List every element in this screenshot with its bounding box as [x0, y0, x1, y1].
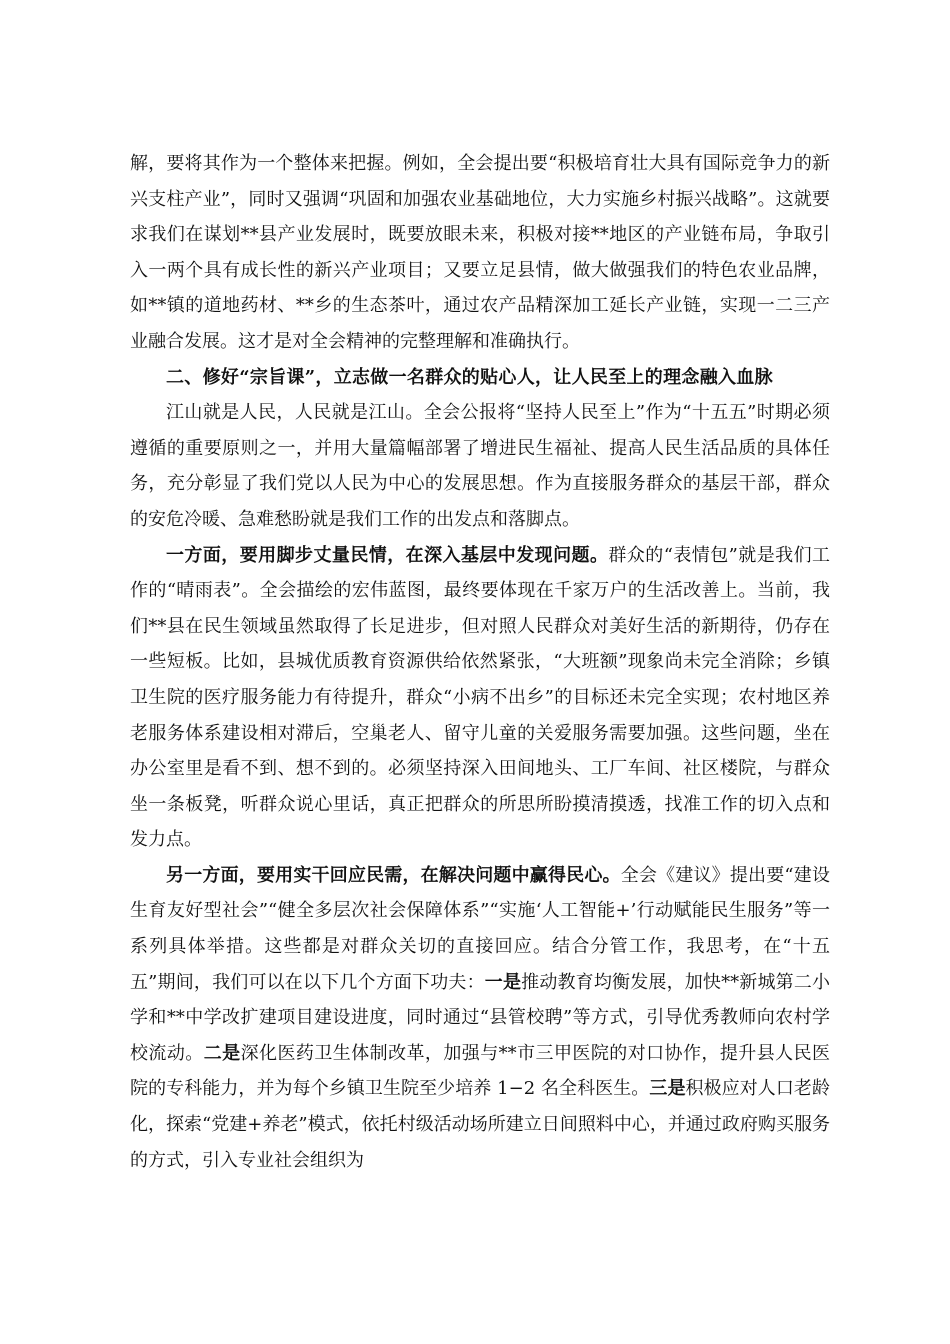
paragraph-body: 深化医药卫生体制改革，加强与**市三甲医院的对口协作，提升县人民医院的专科能力，并为每个乡镇卫生院至少培养 1−2 名全科医生。 [130, 1042, 831, 1100]
enumeration-mark: 二是 [203, 1042, 241, 1064]
paragraph-continuation: 解，要将其作为一个整体来把握。例如，全会提出要“积极培育壮大具有国际竞争力的新兴支柱产业”，同时又强调“巩固和加强农业基础地位，大力实施乡村振兴战略”。这就要求我们在谋划**县产业发展时，既要放眼未来，积极对接**地区的产业链布局，争取引入一两个具有成长性的新兴产业项目；又要立足县情，做大做强我们的特色农业品牌，如**镇的道地药材、**乡的生态茶叶，通过农产品精深加工延长产业链，实现一二三产业融合发展。这才是对全会精神的完整理解和准确执行。 [130, 153, 830, 352]
document-page [130, 146, 830, 1178]
paragraph-on-one-hand [130, 538, 830, 858]
paragraph-body: 群众的“表情包”就是我们工作的“晴雨表”。全会描绘的宏伟蓝图，最终要体现在千家万户的生活改善上。当前，我们**县在民生领域虽然取得了长足进步，但对照人民群众对美好生活的新期待，仍存在一些短板。比如，县城优质教育资源供给依然紧张，“大班额”现象尚未完全消除；乡镇卫生院的医疗服务能力有待提升，群众“小病不出乡”的目标还未完全实现；农村地区养老服务体系建设相对滞后，空巢老人、留守儿童的关爱服务需要加强。这些问题，坐在办公室里是看不到、想不到的。必须坚持深入田间地头、工厂车间、社区楼院，与群众坐一条板凳，听群众说心里话，真正把群众的所思所盼摸清摸透，找准工作的切入点和发力点。 [130, 544, 831, 851]
enumeration-mark: 三是 [649, 1078, 686, 1100]
paragraph-lead: 另一方面，要用实干回应民需，在解决问题中赢得民心。 [166, 864, 621, 886]
paragraph-body: 推动教育均衡发展，加快**新城第二小学和**中学改扩建项目建设进度，同时通过“县管校聘”等方式，引导优秀教师向农村学校流动。 [130, 971, 831, 1064]
paragraph-body: 全会《建议》提出要“建设生育友好型社会”“健全多层次社会保障体系”“实施‘人工智能+’行动赋能民生服务”等一系列具体举措。这些都是对群众关切的直接回应。结合分管工作，我思考，在“十五五”期间，我们可以在以下几个方面下功夫： [130, 864, 830, 993]
paragraph-body: 积极应对人口老龄化，探索“党建+养老”模式，依托村级活动场所建立日间照料中心，并通过政府购买服务的方式，引入专业社会组织为 [130, 1078, 830, 1171]
paragraph-on-other-hand [130, 858, 830, 1178]
section-heading: 二、修好“宗旨课”，立志做一名群众的贴心人，让人民至上的理念融入血脉 [166, 366, 773, 388]
paragraph-intro: 江山就是人民，人民就是江山。全会公报将“坚持人民至上”作为“十五五”时期必须遵循的重要原则之一，并用大量篇幅部署了增进民生福祉、提高人民生活品质的具体任务，充分彰显了我们党以人民为中心的发展思想。作为直接服务群众的基层干部，群众的安危冷暖、急难愁盼就是我们工作的出发点和落脚点。 [130, 402, 830, 530]
enumeration-mark: 一是 [484, 971, 522, 993]
paragraph-lead: 一方面，要用脚步丈量民情，在深入基层中发现问题。 [166, 544, 609, 566]
